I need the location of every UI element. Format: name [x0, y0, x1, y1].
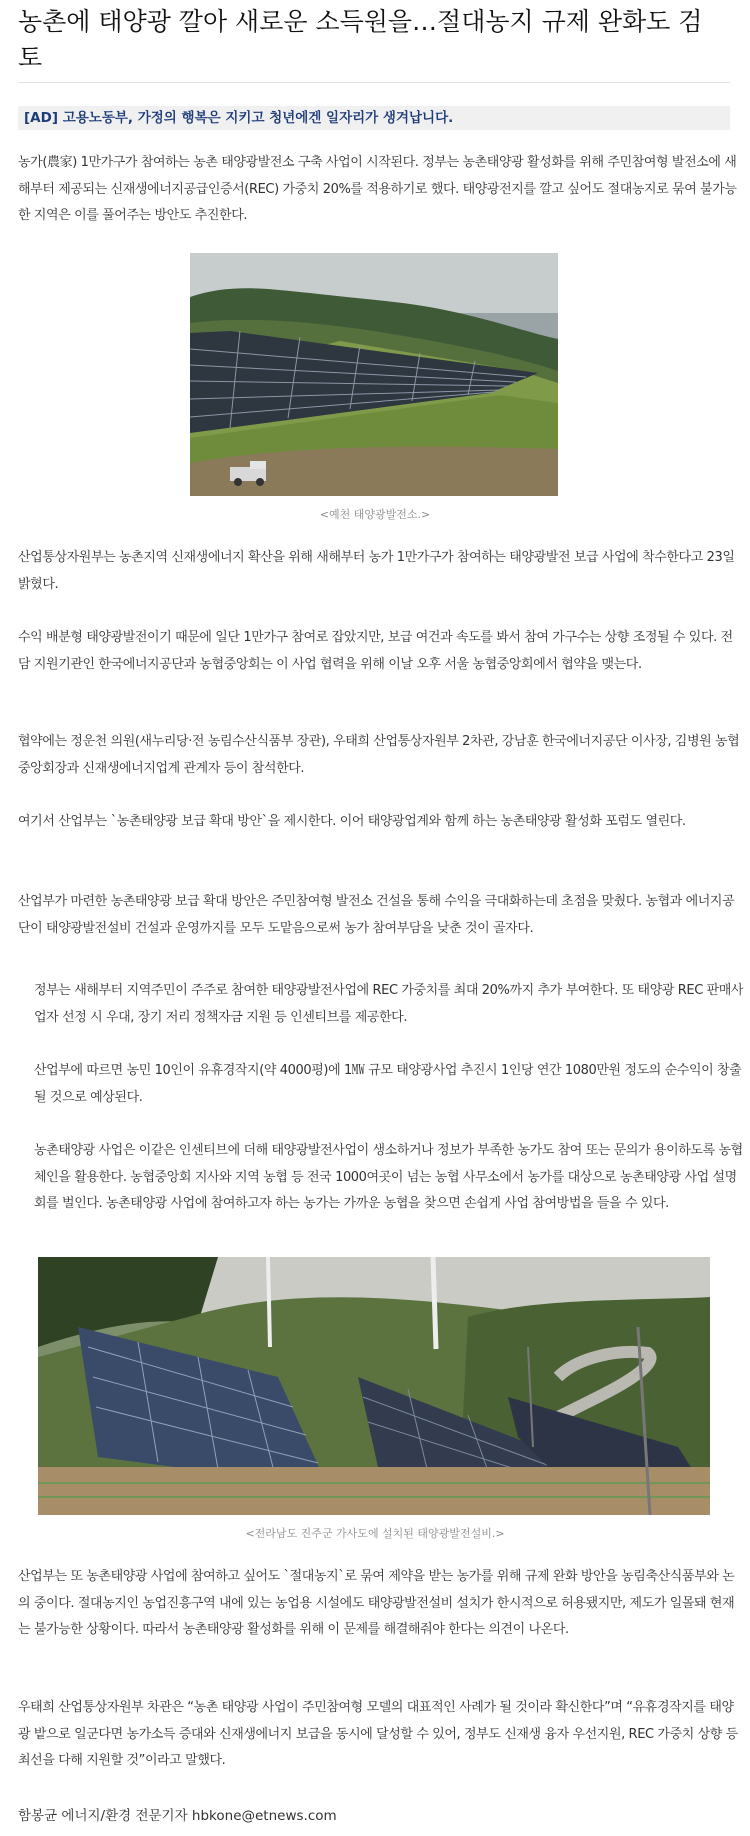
article-headline: 농촌에 태양광 깔아 새로운 소득원을…절대농지 규제 완화도 검토 — [18, 7, 703, 72]
paragraph-intro: 농가(農家) 1만가구가 참여하는 농촌 태양광발전소 구축 사업이 시작된다. 정부는 농촌태양광 활성화를 위해 주민참여형 발전소에 새해부터 제공되는 신재생에너지공급인증서(REC) 가중치 20%를 적용하기로 했다. 태양광전지를 깔고 싶어도 절대농지로 묶여 불가능한 지역은 이를 풀어주는 방안도 추진한다. — [18, 155, 737, 223]
photo-yecheon-solar-plant — [190, 253, 558, 496]
ad-link[interactable]: [AD] 고용노동부, 가정의 행복은 지키고 청년에겐 일자리가 생겨납니다. — [24, 110, 454, 126]
photo-caption-yecheon: <예천 태양광발전소.> — [319, 508, 431, 521]
paragraph-expansion-plan: 여기서 산업부는 `농촌태양광 보급 확대 방안`을 제시한다. 이어 태양광업계와 함께 하는 농촌태양광 활성화 포럼도 열린다. — [18, 814, 686, 829]
paragraph-nonghyup-network: 농촌태양광 사업은 이같은 인센티브에 더해 태양광발전사업이 생소하거나 정보가 부족한 농가도 참여 또는 문의가 용이하도록 농협 체인을 활용한다. 농협중앙회 지사와 지역 농협 등 전국 1000여곳이 넘는 농협 사무소에서 농가를 대상으로 농촌태양광 사업 설명회를 벌인다. 농촌태양광 사업에 참여하고자 하는 농가는 가까운 농협을 찾으면 손쉽게 사업 참여방법을 들을 수 있다. — [34, 1143, 743, 1211]
paragraph-plan-focus: 산업부가 마련한 농촌태양광 보급 확대 방안은 주민참여형 발전소 건설을 통해 수익을 극대화하는데 초점을 맞췄다. 농협과 에너지공단이 태양광발전설비 건설과 운영까지를 모두 도맡음으로써 농가 참여부담을 낮춘 것이 골자다. — [18, 894, 735, 936]
ad-banner[interactable] — [18, 106, 730, 130]
paragraph-farmland-regulation: 산업부는 또 농촌태양광 사업에 참여하고 싶어도 `절대농지`로 묶여 제약을 받는 농가를 위해 규제 완화 방안을 농림축산식품부와 논의 중이다. 절대농지인 농업진흥구역 내에 있는 농업용 시설에도 태양광발전설비 설치가 한시적으로 허용됐지만, 제도가 일몰돼 현재는 불가능한 상황이다. 따라서 농촌태양광 활성화를 위해 이 문제를 해결해줘야 한다는 의견이 나온다. — [18, 1569, 735, 1637]
article-byline[interactable]: 함봉균 에너지/환경 전문기자 hbkone@etnews.com — [18, 1808, 337, 1824]
paragraph-announcement: 산업통상자원부는 농촌지역 신재생에너지 확산을 위해 새해부터 농가 1만가구가 참여하는 태양광발전 보급 사업에 착수한다고 23일 밝혔다. — [18, 550, 735, 592]
paragraph-rec-incentive: 정부는 새해부터 지역주민이 주주로 참여한 태양광발전사업에 REC 가중치를 최대 20%까지 추가 부여한다. 또 태양광 REC 판매사업자 선정 시 우대, 장기 저리 정책자금 지원 등 인센티브를 제공한다. — [34, 983, 744, 1025]
photo-caption-gasado: <전라남도 진주군 가사도에 설치된 태양광발전설비.> — [245, 1527, 505, 1540]
headline-divider — [18, 82, 730, 83]
photo-gasado-solar-facility — [38, 1257, 710, 1515]
paragraph-expected-income: 산업부에 따르면 농민 10인이 유휴경작지(약 4000평)에 1㎿ 규모 태양광사업 추진시 1인당 연간 1080만원 정도의 순수익이 창출될 것으로 예상된다. — [34, 1063, 742, 1105]
paragraph-revenue-sharing: 수익 배분형 태양광발전이기 때문에 일단 1만가구 참여로 잡았지만, 보급 여건과 속도를 봐서 참여 가구수는 상향 조정될 수 있다. 전담 지원기관인 한국에너지공단과 농협중앙회는 이 사업 협력을 위해 이날 오후 서울 농협중앙회에서 협약을 맺는다. — [18, 630, 733, 672]
paragraph-agreement-attendees: 협약에는 정운천 의원(새누리당·전 농림수산식품부 장관), 우태희 산업통상자원부 2차관, 강남훈 한국에너지공단 이사장, 김병원 농협중앙회장과 신재생에너지업계 관계자 등이 참석한다. — [18, 734, 740, 776]
paragraph-vice-minister-quote: 우태희 산업통상자원부 차관은 “농촌 태양광 사업이 주민참여형 모델의 대표적인 사례가 될 것이라 확신한다”며 “유휴경작지를 태양광 밭으로 일군다면 농가소득 증대와 신재생에너지 보급을 동시에 달성할 수 있어, 정부도 신재생 융자 우선지원, REC 가중치 상향 등 최선을 다해 지원할 것”이라고 말했다. — [18, 1700, 738, 1768]
